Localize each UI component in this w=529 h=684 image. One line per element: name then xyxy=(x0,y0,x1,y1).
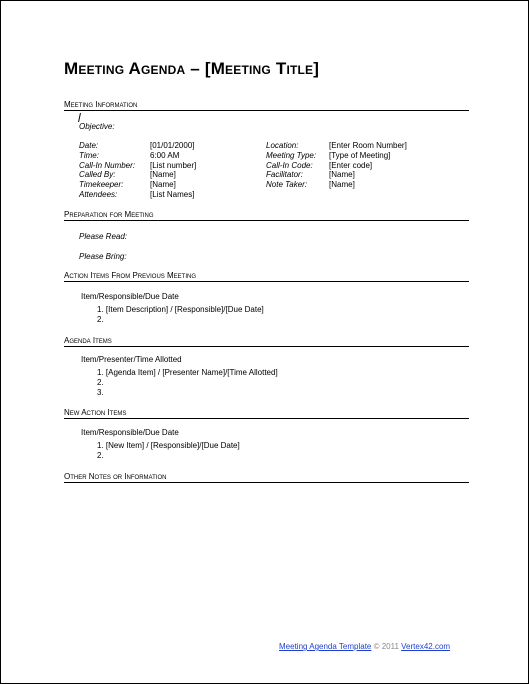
field-label: Date: xyxy=(79,141,99,150)
field-value[interactable]: [Name] xyxy=(150,170,176,180)
field-value[interactable]: [Name] xyxy=(329,170,355,180)
agenda-items-subheading: Item/Presenter/Time Allotted xyxy=(81,355,182,364)
text-cursor xyxy=(78,113,81,122)
field-value[interactable]: 6:00 AM xyxy=(150,150,180,160)
section-heading-new-action-items: New Action Items xyxy=(64,408,469,419)
field-value[interactable]: [Name] xyxy=(150,180,176,190)
field-label: Call-In Number: xyxy=(79,160,136,170)
page-title: Meeting Agenda – [Meeting Title] xyxy=(64,59,320,78)
field-row-timekeeper xyxy=(79,180,196,190)
list-item[interactable]: 1. [Agenda Item] / [Presenter Name]/[Time Allotted] xyxy=(97,368,278,377)
section-heading-agenda-items: Agenda Items xyxy=(64,336,469,347)
field-row-call-in-code xyxy=(266,161,407,171)
field-label: Note Taker: xyxy=(266,180,308,190)
section-heading-action-items-previous: Action Items From Previous Meeting xyxy=(64,271,469,282)
field-value[interactable]: [Enter Room Number] xyxy=(329,141,407,150)
new-action-items-subheading: Item/Responsible/Due Date xyxy=(81,428,179,437)
please-read-label[interactable]: Please Read: xyxy=(79,232,128,241)
field-label: Location: xyxy=(266,141,299,150)
copyright-text: © 2011 xyxy=(371,642,402,651)
meeting-info-left-fields xyxy=(79,141,196,200)
section-heading-preparation: Preparation for Meeting xyxy=(64,210,469,221)
field-row-attendees xyxy=(79,190,196,200)
field-row-facilitator xyxy=(266,170,407,180)
field-row-location xyxy=(266,141,407,151)
field-label: Facilitator: xyxy=(266,170,303,180)
meeting-info-right-fields xyxy=(266,141,407,190)
field-row-called-by xyxy=(79,170,196,180)
field-label: Called By: xyxy=(79,170,116,180)
field-row-meeting-type xyxy=(266,151,407,161)
field-label: Call-In Code: xyxy=(266,160,313,170)
list-item[interactable]: 2. xyxy=(97,378,104,387)
field-row-date xyxy=(79,141,196,151)
list-item[interactable]: 3. xyxy=(97,388,104,397)
field-label: Meeting Type: xyxy=(266,150,317,160)
list-item[interactable]: 1. [New Item] / [Responsible]/[Due Date] xyxy=(97,441,240,450)
please-bring-label[interactable]: Please Bring: xyxy=(79,252,127,261)
field-row-call-in-number xyxy=(79,161,196,171)
field-value[interactable]: [Enter code] xyxy=(329,160,373,170)
list-item[interactable]: 2. xyxy=(97,315,104,324)
field-value[interactable]: [Name] xyxy=(329,180,355,190)
field-value[interactable]: [Type of Meeting] xyxy=(329,150,391,160)
section-heading-meeting-information: Meeting Information xyxy=(64,100,469,111)
section-heading-other-notes: Other Notes or Information xyxy=(64,472,469,483)
list-item[interactable]: 1. [Item Description] / [Responsible]/[Due Date] xyxy=(97,305,264,314)
template-link[interactable]: Meeting Agenda Template xyxy=(279,642,372,651)
action-items-subheading: Item/Responsible/Due Date xyxy=(81,292,179,301)
objective-label[interactable]: Objective: xyxy=(79,122,115,131)
footer xyxy=(279,642,450,651)
field-row-note-taker xyxy=(266,180,407,190)
field-label: Time: xyxy=(79,150,99,160)
field-label: Timekeeper: xyxy=(79,180,124,190)
field-row-time xyxy=(79,151,196,161)
field-value[interactable]: [List number] xyxy=(150,160,197,170)
field-value[interactable]: [01/01/2000] xyxy=(150,141,195,150)
field-label: Attendees: xyxy=(79,189,118,199)
list-item[interactable]: 2. xyxy=(97,451,104,460)
site-link[interactable]: Vertex42.com xyxy=(401,642,451,651)
field-value[interactable]: [List Names] xyxy=(150,189,195,199)
